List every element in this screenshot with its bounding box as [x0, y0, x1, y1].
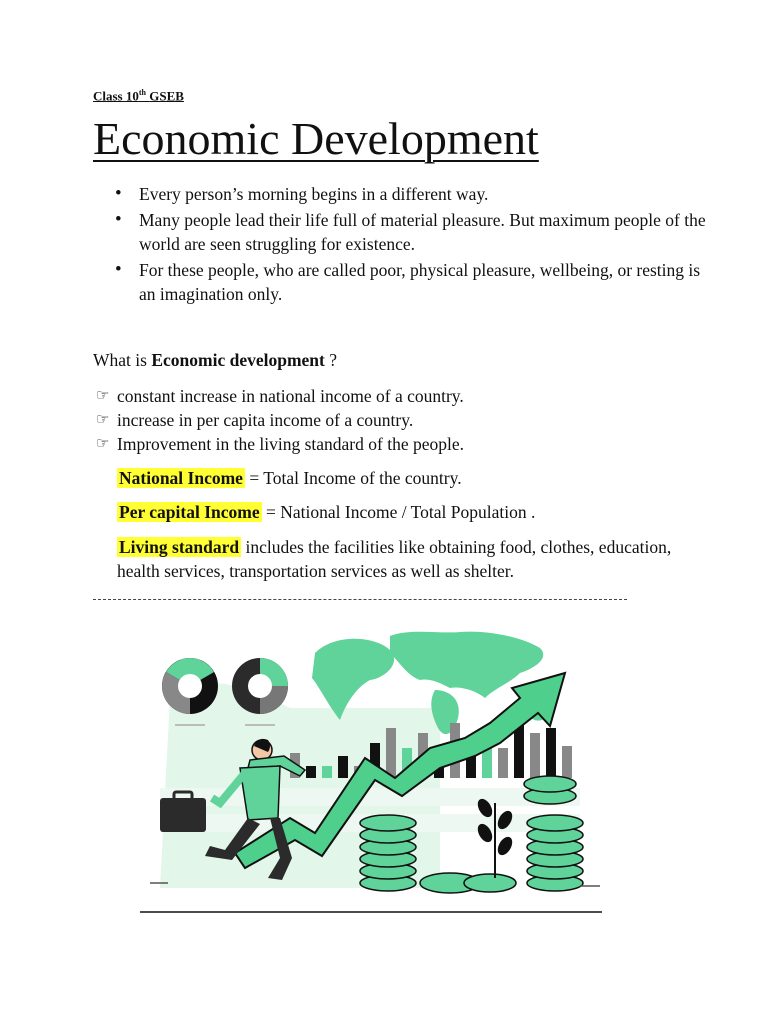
highlighted-term: National Income — [119, 468, 243, 488]
class-label: Class 10th GSEB — [93, 88, 184, 104]
donut-chart-icon — [162, 658, 218, 714]
pointing-hand-icon: ☞ — [96, 388, 110, 404]
definition-points-list — [93, 384, 677, 456]
list-item: ☞ Improvement in the living standard of the people. — [96, 434, 464, 454]
list-item: ☞ constant increase in national income of a country. — [96, 386, 464, 406]
national-income-definition: National Income = Total Income of the country. — [119, 468, 462, 488]
pointing-hand-icon: ☞ — [96, 412, 110, 428]
dashed-divider — [93, 599, 627, 600]
list-item: • Many people lead their life full of material pleasure. But maximum people of the world are seen struggling for existence. — [139, 208, 719, 256]
list-item: ☞ increase in per capita income of a country. — [96, 410, 414, 430]
list-item: • Every person’s morning begins in a different way. — [139, 182, 719, 206]
pointing-hand-icon: ☞ — [96, 436, 110, 452]
donut-chart-icon — [232, 658, 288, 714]
coin-stack-icon — [524, 776, 583, 891]
list-item: • For these people, who are called poor, physical pleasure, wellbeing, or resting is an imagination only. — [139, 258, 719, 306]
plant-icon — [475, 796, 515, 878]
economic-growth-illustration — [140, 628, 610, 918]
highlighted-term: Living standard — [119, 537, 240, 557]
coin-stack-icon — [420, 873, 516, 893]
page-title: Economic Development — [93, 113, 539, 164]
question-heading: What is Economic development ? — [93, 350, 338, 370]
highlighted-term: Per capital Income — [119, 502, 260, 522]
intro-bullet-list — [93, 182, 719, 308]
coin-stack-icon — [360, 815, 416, 891]
living-standard-definition: Living standard includes the facilities like obtaining food, clothes, education, health services, transportation services as well as shelter. — [117, 537, 672, 581]
per-capita-income-definition: Per capital Income = National Income / Total Population . — [119, 502, 536, 522]
briefcase-icon — [160, 798, 206, 832]
